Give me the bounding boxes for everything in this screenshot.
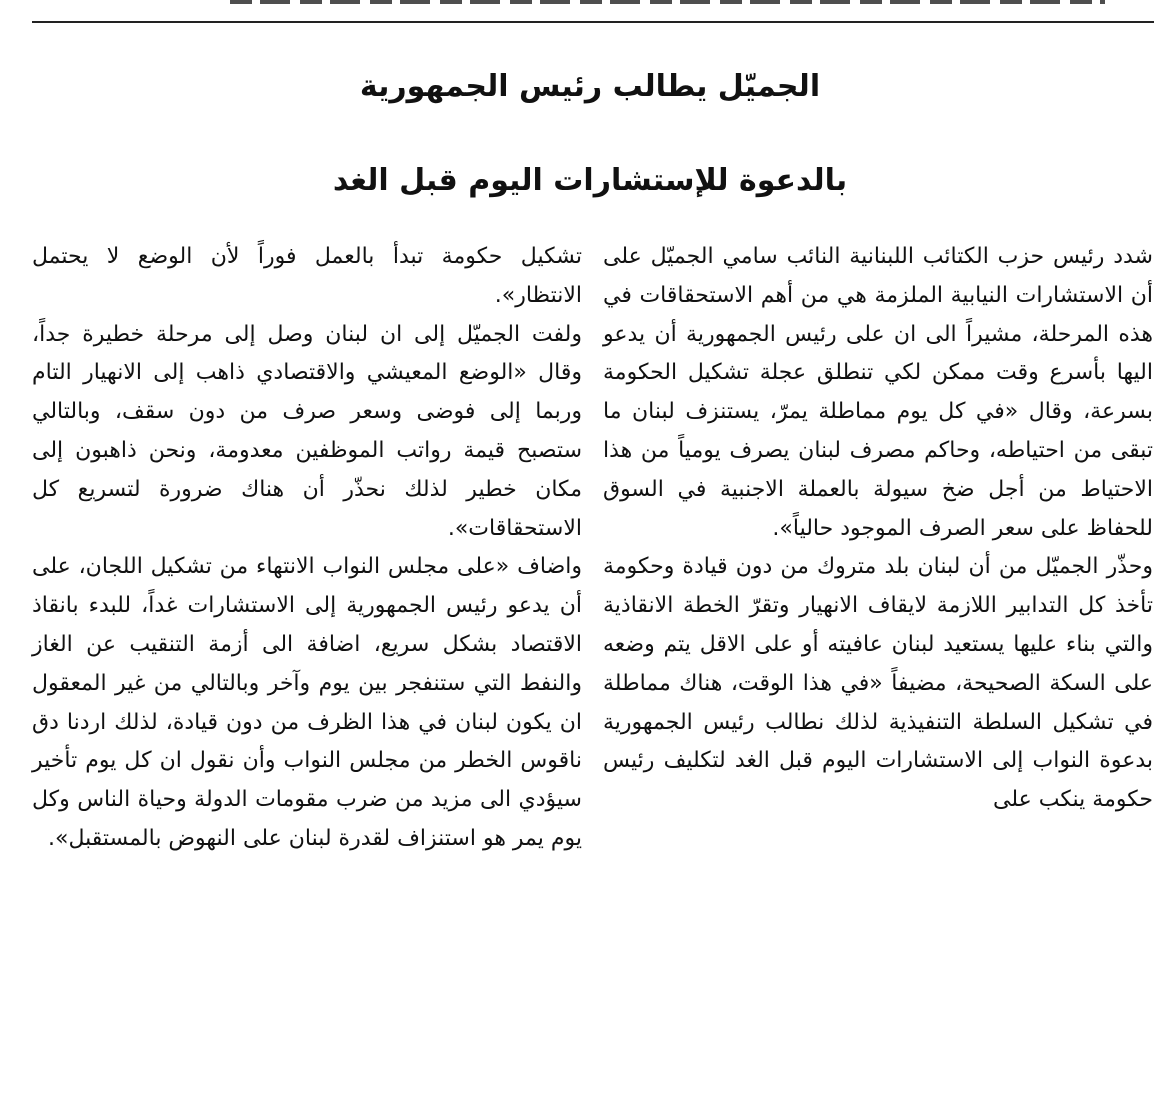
top-divider-rule: [32, 21, 1154, 23]
headline-line-2: بالدعوة للإستشارات اليوم قبل الغد: [332, 163, 848, 198]
paragraph: تشكيل حكومة تبدأ بالعمل فوراً لأن الوضع لا يحتمل الانتظار».: [32, 244, 582, 308]
paragraph: وحذّر الجميّل من أن لبنان بلد متروك من دون قيادة وحكومة تأخذ كل التدابير اللازمة لايقاف الانهيار وتقرّ الخطة الانقاذية والتي بناء عليها يستعيد لبنان عافيته أو على الاقل يتم وضعه على السكة الصحيحة، مضيفاً «في هذا الوقت، هناك مماطلة في تشكيل السلطة التنفيذية لذلك نطالب رئيس الجمهورية بدعوة النواب إلى الاستشارات اليوم قبل الغد لتكليف رئيس حكومة ينكب على: [603, 554, 1153, 813]
article-headline: [30, 40, 1150, 228]
paragraph: واضاف «على مجلس النواب الانتهاء من تشكيل اللجان، على أن يدعو رئيس الجمهورية إلى الاستشارات غداً، للبدء بانقاذ الاقتصاد بشكل سريع، اضافة الى أزمة التنقيب عن الغاز والنفط التي ستنفجر بين يوم وآخر وبالتالي من غير المعقول ان يكون لبنان في هذا الظرف من دون قيادة، لذلك اردنا دق ناقوس الخطر من مجلس النواب وأن نقول ان كل يوم تأخير سيؤدي الى مزيد من ضرب مقومات الدولة وحياة الناس وكل يوم يمر هو استنزاف لقدرة لبنان على النهوض بالمستقبل».: [32, 554, 582, 851]
cropped-previous-text: [230, 0, 1105, 6]
paragraph: شدد رئيس حزب الكتائب اللبنانية النائب سامي الجميّل على أن الاستشارات النيابية الملزمة هي من أهم الاستحقاقات في هذه المرحلة، مشيراً الى ان على رئيس الجمهورية أن يدعو اليها بأسرع وقت ممكن لكي تنطلق عجلة تشكيل الحكومة بسرعة، وقال «في كل يوم مماطلة يمرّ، يستنزف لبنان ما تبقى من احتياطه، وحاكم مصرف لبنان يصرف يومياً من هذا الاحتياط من أجل ضخ سيولة بالعملة الاجنبية في السوق للحفاظ على سعر الصرف الموجود حالياً».: [603, 244, 1153, 541]
paragraph: ولفت الجميّل إلى ان لبنان وصل إلى مرحلة خطيرة جداً، وقال «الوضع المعيشي والاقتصادي ذاهب إلى الانهيار التام وربما إلى فوضى وسعر صرف من دون سقف، وبالتالي ستصبح قيمة رواتب الموظفين معدومة، ونحن ذاهبون إلى مكان خطير لذلك نحذّر أن هناك ضرورة لتسريع كل الاستحقاقات».: [32, 321, 582, 541]
headline-line-1: الجميّل يطالب رئيس الجمهورية: [359, 69, 821, 104]
article-column-right: [603, 238, 1153, 820]
article-column-left: [32, 238, 582, 859]
